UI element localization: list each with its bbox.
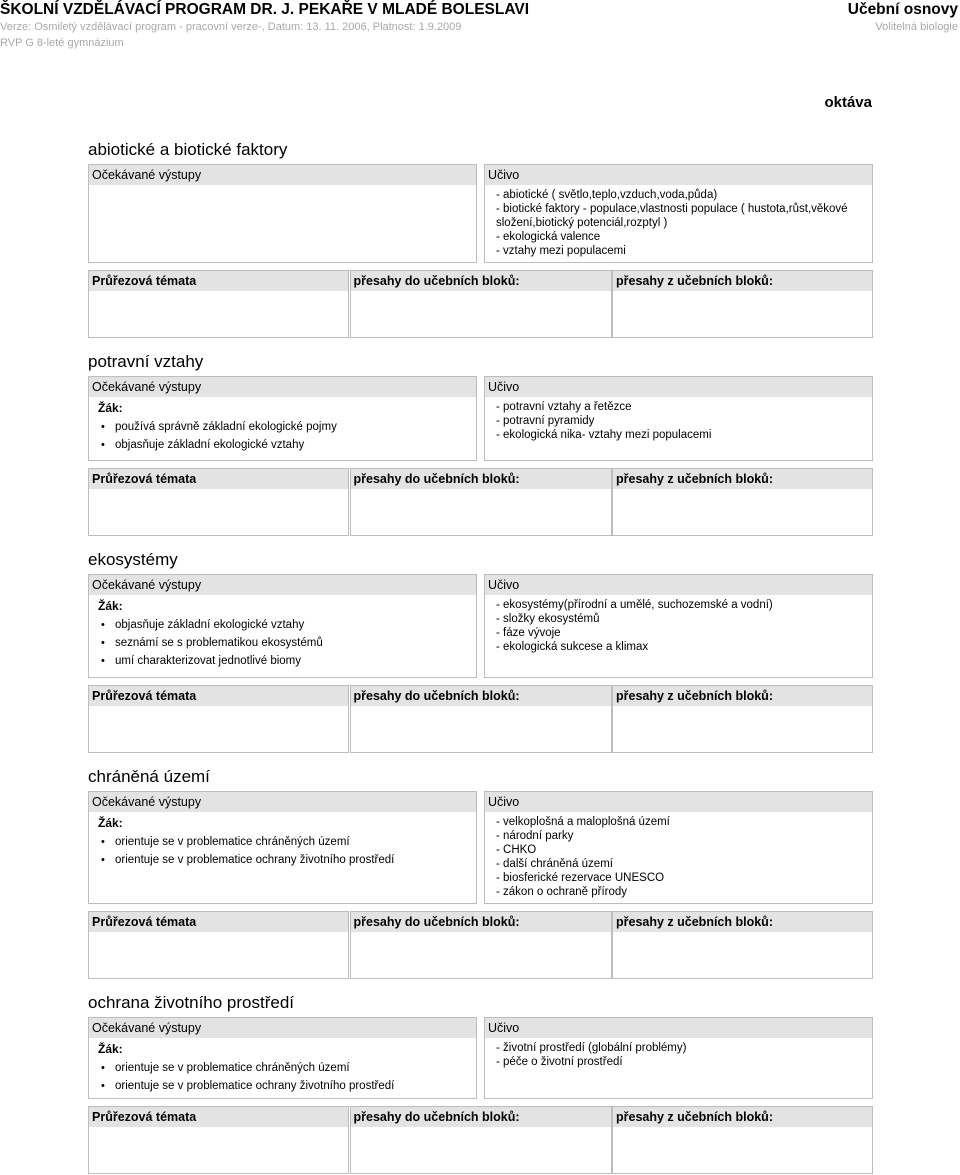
curriculum-item: - vztahy mezi populacemi	[496, 245, 626, 257]
overlaps-from-header: přesahy z učebních bloků:	[613, 469, 872, 489]
cross-topics-box	[88, 1106, 349, 1174]
overlaps-to-header: přesahy do učebních bloků:	[351, 912, 611, 932]
section-abiotic-biotic	[88, 140, 873, 338]
section-title: abiotické a biotické faktory	[88, 140, 288, 159]
curriculum-item: - biosferické rezervace UNESCO	[496, 872, 665, 884]
subject-name: Volitelná biologie	[875, 21, 958, 33]
output-item: • orientuje se v problematice chráněných území	[100, 1059, 476, 1077]
version-info: Verze: Osmiletý vzdělávací program - pracovní verze-, Datum: 13. 11. 2006, Platnost: 1.9.2009	[0, 21, 462, 33]
overlaps-from-header: přesahy z učebních bloků:	[613, 686, 872, 706]
curriculum-box	[484, 164, 873, 263]
pupil-label: Žák:	[98, 599, 123, 613]
cross-topics-header: Průřezová témata	[89, 686, 348, 706]
curriculum-box	[484, 574, 873, 678]
overlaps-from-box	[612, 270, 873, 338]
output-item: • orientuje se v problematice ochrany životního prostředí	[100, 1077, 476, 1095]
output-item: • orientuje se v problematice chráněných území	[100, 833, 476, 851]
outputs-list	[89, 418, 476, 454]
outputs-header: Očekávané výstupy	[89, 1018, 476, 1038]
section-title: ekosystémy	[88, 550, 178, 569]
overlaps-to-box	[350, 911, 612, 979]
overlaps-to-box	[350, 468, 612, 536]
overlaps-from-box	[612, 1106, 873, 1174]
output-item: • objasňuje základní ekologické vztahy	[100, 436, 476, 454]
overlaps-to-header: přesahy do učebních bloků:	[351, 1107, 611, 1127]
curriculum-header: Učivo	[485, 792, 872, 812]
output-item: • objasňuje základní ekologické vztahy	[100, 616, 476, 634]
section-environment-protection	[88, 993, 873, 1174]
curriculum-item: - potravní pyramidy	[496, 415, 595, 427]
curriculum-list	[485, 397, 872, 442]
curriculum-list	[485, 595, 872, 654]
outputs-header: Očekávané výstupy	[89, 792, 476, 812]
overlaps-from-box	[612, 911, 873, 979]
curriculum-item: - ekologická sukcese a klimax	[496, 641, 649, 653]
cross-topics-header: Průřezová témata	[89, 469, 348, 489]
curriculum-box	[484, 791, 873, 904]
outputs-box	[88, 574, 477, 678]
overlaps-to-header: přesahy do učebních bloků:	[351, 469, 611, 489]
pupil-label: Žák:	[98, 401, 123, 415]
outputs-box	[88, 376, 477, 461]
overlaps-to-box	[350, 1106, 612, 1174]
curriculum-list	[485, 1038, 872, 1069]
cross-topics-box	[88, 685, 349, 753]
cross-topics-header: Průřezová témata	[89, 912, 348, 932]
outputs-header: Očekávané výstupy	[89, 165, 476, 185]
overlaps-to-box	[350, 270, 612, 338]
outputs-box	[88, 1017, 477, 1099]
outputs-list	[89, 833, 476, 869]
curriculum-item: - abiotické ( světlo,teplo,vzduch,voda,půda)	[496, 189, 718, 201]
cross-topics-box	[88, 911, 349, 979]
overlaps-to-header: přesahy do učebních bloků:	[351, 271, 611, 291]
output-item: • používá správně základní ekologické pojmy	[100, 418, 476, 436]
cross-topics-header: Průřezová témata	[89, 271, 348, 291]
curriculum-item: - fáze vývoje	[496, 627, 561, 639]
curriculum-item: - ekologická nika- vztahy mezi populacemi	[496, 429, 712, 441]
section-title: ochrana životního prostředí	[88, 993, 295, 1012]
cross-topics-box	[88, 468, 349, 536]
pupil-label: Žák:	[98, 1042, 123, 1056]
school-name: ŠKOLNÍ VZDĚLÁVACÍ PROGRAM DR. J. PEKAŘE V MLADÉ BOLESLAVI	[0, 1, 530, 18]
section-food-relations	[88, 352, 873, 536]
outputs-box	[88, 164, 477, 263]
overlaps-from-box	[612, 468, 873, 536]
curriculum-header: Učivo	[485, 1018, 872, 1038]
curriculum-header: Učivo	[485, 165, 872, 185]
curriculum-item: - složky ekosystémů	[496, 613, 600, 625]
output-item: • umí charakterizovat jednotlivé biomy	[100, 652, 476, 670]
curriculum-box	[484, 376, 873, 461]
overlaps-to-header: přesahy do učebních bloků:	[351, 686, 611, 706]
curriculum-item: - péče o životní prostředí	[496, 1056, 623, 1068]
curriculum-item: - biotické faktory - populace,vlastnosti populace ( hustota,růst,věkové	[496, 203, 848, 215]
overlaps-to-box	[350, 685, 612, 753]
overlaps-from-header: přesahy z učebních bloků:	[613, 1107, 872, 1127]
output-item: • orientuje se v problematice ochrany životního prostředí	[100, 851, 476, 869]
outputs-box	[88, 791, 477, 904]
outputs-header: Očekávané výstupy	[89, 377, 476, 397]
curriculum-list	[485, 185, 872, 258]
outputs-list	[89, 1059, 476, 1095]
pupil-label: Žák:	[98, 816, 123, 830]
curriculum-item: - národní parky	[496, 830, 574, 842]
curriculum-item: - potravní vztahy a řetězce	[496, 401, 632, 413]
curriculum-item: - životní prostředí (globální problémy)	[496, 1042, 687, 1054]
section-title: chráněná území	[88, 767, 210, 786]
grade-label: oktáva	[824, 94, 872, 111]
outputs-header: Očekávané výstupy	[89, 575, 476, 595]
curriculum-header: Učivo	[485, 575, 872, 595]
overlaps-from-header: přesahy z učebních bloků:	[613, 271, 872, 291]
curriculum-item: složení,biotický potenciál,rozptyl )	[496, 217, 668, 229]
cross-topics-header: Průřezová témata	[89, 1107, 348, 1127]
section-protected-areas	[88, 767, 873, 979]
overlaps-from-box	[612, 685, 873, 753]
curriculum-header: Učivo	[485, 377, 872, 397]
curriculum-item: - velkoplošná a maloplošná území	[496, 816, 670, 828]
section-ecosystems	[88, 550, 873, 753]
curriculum-item: - další chráněná území	[496, 858, 613, 870]
curriculum-list	[485, 812, 872, 899]
curriculum-item: - CHKO	[496, 844, 537, 856]
overlaps-from-header: přesahy z učebních bloků:	[613, 912, 872, 932]
page-header	[0, 0, 960, 52]
section-title: potravní vztahy	[88, 352, 204, 371]
cross-topics-box	[88, 270, 349, 338]
curriculum-item: - ekologická valence	[496, 231, 601, 243]
curriculum-box	[484, 1017, 873, 1099]
curriculum-item: - zákon o ochraně přírody	[496, 886, 628, 898]
document-type: Učební osnovy	[847, 1, 958, 18]
outputs-list	[89, 616, 476, 670]
output-item: • seznámí se s problematikou ekosystémů	[100, 634, 476, 652]
curriculum-item: - ekosystémy(přírodní a umělé, suchozemské a vodní)	[496, 599, 773, 611]
rvp-info: RVP G 8-leté gymnázium	[0, 37, 124, 49]
